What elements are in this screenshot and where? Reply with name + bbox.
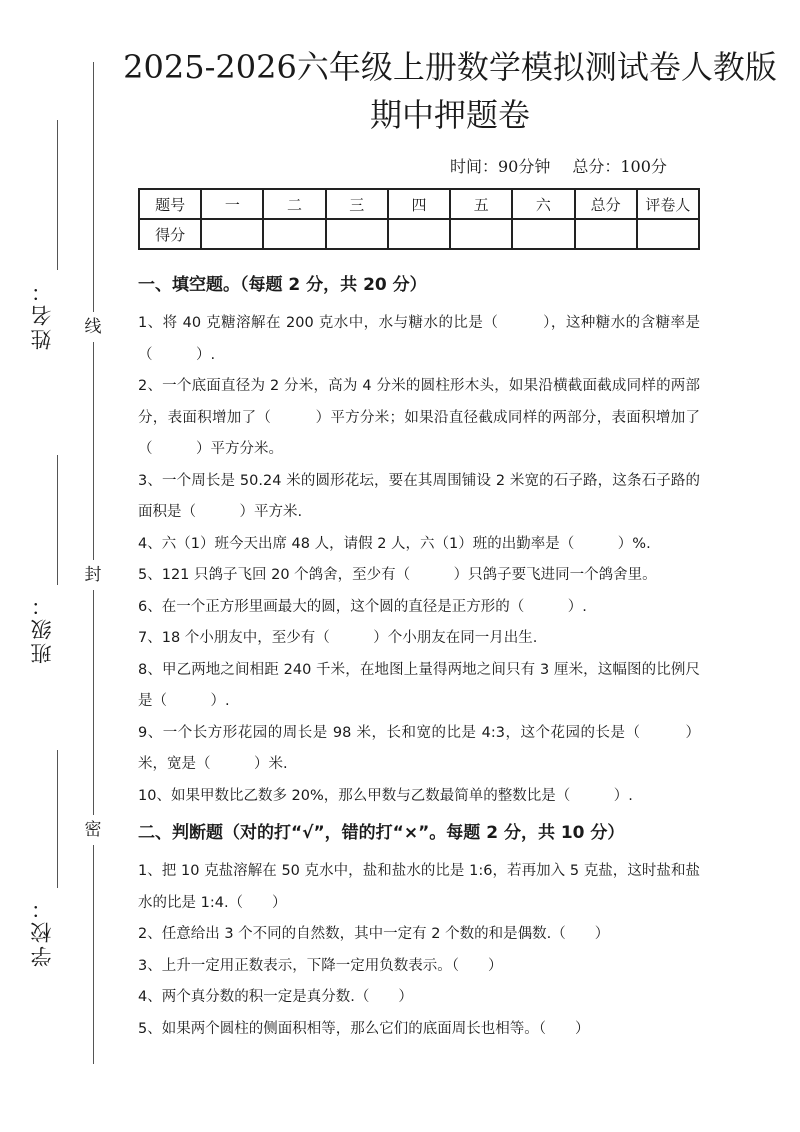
binding-char-mi: 密: [80, 815, 106, 845]
score-cell[interactable]: [637, 219, 699, 249]
school-field-label: 学校：: [30, 895, 54, 967]
name-field-label: 姓名：: [30, 278, 54, 350]
score-table-header-cell: 三: [326, 189, 388, 219]
score-table: [138, 188, 700, 250]
exam-time: 时间：90分钟: [450, 157, 551, 176]
score-table-header-cell: 一: [201, 189, 263, 219]
class-field-label: 班级：: [30, 592, 54, 664]
question-item: 9、一个长方形花园的周长是 98 米，长和宽的比是 4:3，这个花园的长是（ ）米，宽是（ ）米.: [138, 724, 700, 772]
score-cell[interactable]: [575, 219, 637, 249]
score-table-header-cell: 六: [512, 189, 574, 219]
class-field-line: [57, 455, 58, 585]
score-table-header-cell: 四: [388, 189, 450, 219]
question-item: 10、如果甲数比乙数多 20%，那么甲数与乙数最简单的整数比是（ ）.: [138, 787, 633, 804]
question-item: 2、一个底面直径为 2 分米，高为 4 分米的圆柱形木头，如果沿横截面截成同样的两部分，表面积增加了（ ）平方分米；如果沿直径截成同样的两部分，表面积增加了（ ）平方分米。: [138, 378, 700, 457]
name-field-line: [57, 120, 58, 270]
question-item: 8、甲乙两地之间相距 240 千米，在地图上量得两地之间只有 3 厘米，这幅图的比例尺是（ ）.: [138, 661, 700, 709]
binding-char-feng: 封: [80, 560, 106, 590]
score-cell[interactable]: [512, 219, 574, 249]
question-item: 2、任意给出 3 个不同的自然数，其中一定有 2 个数的和是偶数.（ ）: [138, 926, 610, 942]
exam-meta: [450, 155, 700, 179]
question-item: 3、一个周长是 50.24 米的圆形花坛，要在其周围铺设 2 米宽的石子路，这条石子路的面积是（ ）平方米.: [138, 472, 700, 520]
question-item: 1、将 40 克糖溶解在 200 克水中，水与糖水的比是（ ），这种糖水的含糖率是（ ）.: [138, 315, 700, 363]
question-item: 3、上升一定用正数表示，下降一定用负数表示。（ ）: [138, 957, 503, 974]
page-title: 2025-2026六年级上册数学模拟测试卷人教版: [123, 48, 777, 86]
page-subtitle: 期中押题卷: [369, 96, 530, 134]
score-table-header-row: [139, 189, 699, 219]
exam-content: [138, 266, 700, 1045]
question-item: 5、如果两个圆柱的侧面积相等，那么它们的底面周长也相等。（ ）: [138, 1020, 590, 1037]
score-cell[interactable]: [201, 219, 263, 249]
section-heading-true-false: 二、判断题（对的打“√”，错的打“×”。每题 2 分，共 10 分）: [138, 823, 625, 843]
score-table-score-row: [139, 219, 699, 249]
section-heading-fill-blank: 一、填空题。（每题 2 分，共 20 分）: [138, 275, 427, 295]
school-field-line: [57, 750, 58, 888]
score-table-header-cell: 题号: [139, 189, 201, 219]
question-item: 1、把 10 克盐溶解在 50 克水中，盐和盐水的比是 1:6，若再加入 5 克盐，这时盐和盐水的比是 1:4.（ ）: [138, 863, 700, 911]
question-item: 6、在一个正方形里画最大的圆，这个圆的直径是正方形的（ ）.: [138, 598, 587, 615]
question-item: 5、121 只鸽子飞回 20 个鸽舍，至少有（ ）只鸽子要飞进同一个鸽舍里。: [138, 567, 657, 583]
score-table-header-cell: 总分: [575, 189, 637, 219]
exam-total-score: 总分：100分: [572, 157, 667, 176]
question-item: 4、两个真分数的积一定是真分数.（ ）: [138, 989, 413, 1005]
score-table-header-cell: 评卷人: [637, 189, 699, 219]
binding-char-xian: 线: [80, 312, 106, 342]
question-item: 4、六（1）班今天出席 48 人，请假 2 人，六（1）班的出勤率是（ ）%.: [138, 535, 651, 552]
score-table-header-cell: 二: [263, 189, 325, 219]
score-cell[interactable]: [263, 219, 325, 249]
score-cell[interactable]: [388, 219, 450, 249]
question-item: 7、18 个小朋友中，至少有（ ）个小朋友在同一月出生.: [138, 630, 538, 646]
score-table-header-cell: 五: [450, 189, 512, 219]
score-cell[interactable]: [450, 219, 512, 249]
score-cell[interactable]: [326, 219, 388, 249]
score-row-label: 得分: [139, 219, 201, 249]
